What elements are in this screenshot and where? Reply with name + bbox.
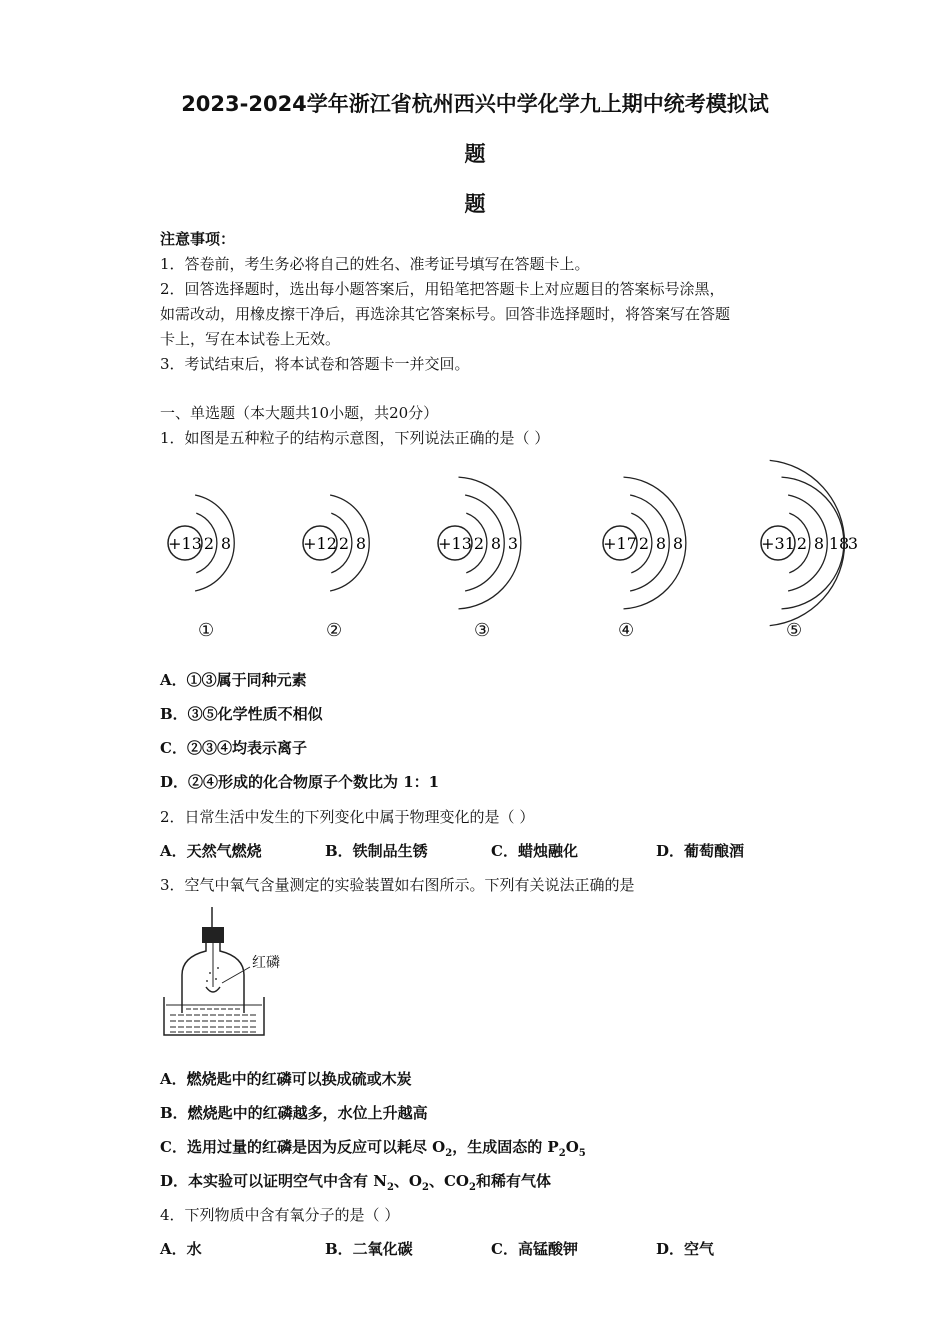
shell-electron-count: 8 <box>672 534 684 553</box>
particle-label: ⑤ <box>786 620 803 641</box>
shell-electron-count: 8 <box>813 534 825 553</box>
q4-option-a: A．水 <box>160 1240 202 1258</box>
q1-option-d: D．②④形成的化合物原子个数比为 1：1 <box>160 773 440 791</box>
shell-electron-count: 18 <box>828 534 850 553</box>
question-1-stem: 1．如图是五种粒子的结构示意图，下列说法正确的是（ ） <box>160 429 550 447</box>
q3-option-c: C．选用过量的红磷是因为反应可以耗尽 $O_2$，生成固态的 $P_2O_5$ <box>160 1138 586 1159</box>
shell-electron-count: 3 <box>507 534 519 553</box>
particle-diagram <box>603 477 686 609</box>
particle-structure-diagrams <box>150 455 890 655</box>
nucleus-charge: +13 <box>438 534 472 553</box>
shell-electron-count: 3 <box>847 534 859 553</box>
notice-item-2-cont2: 卡上，写在本试卷上无效。 <box>160 330 341 348</box>
particle-diagram <box>438 477 521 609</box>
q3-option-a: A．燃烧匙中的红磷可以换成硫或木炭 <box>160 1070 412 1088</box>
shell-electron-count: 8 <box>490 534 502 553</box>
shell-electron-count: 2 <box>338 534 350 553</box>
particle-label: ③ <box>474 620 491 641</box>
nucleus-charge: +13 <box>168 534 202 553</box>
question-3-stem: 3．空气中氧气含量测定的实验装置如右图所示。下列有关说法正确的是 <box>160 876 635 894</box>
page-subtitle: 题 <box>464 192 486 216</box>
q1-option-b: B．③⑤化学性质不相似 <box>160 705 323 723</box>
particle-diagram <box>303 495 369 591</box>
q1-option-a: A．①③属于同种元素 <box>160 671 307 689</box>
oxygen-experiment-apparatus <box>160 905 300 1040</box>
notice-item-1: 1．答卷前，考生务必将自己的姓名、准考证号填写在答题卡上。 <box>160 255 590 273</box>
notice-item-3: 3．考试结束后，将本试卷和答题卡一并交回。 <box>160 355 470 373</box>
shell-electron-count: 2 <box>473 534 485 553</box>
nucleus-charge: +12 <box>303 534 337 553</box>
shell-electron-count: 2 <box>638 534 650 553</box>
notice-item-2-cont: 如需改动，用橡皮擦干净后，再选涂其它答案标号。回答非选择题时，将答案写在答题 <box>160 305 731 323</box>
q3-option-d: D．本实验可以证明空气中含有 $N_2$、$O_2$、$CO_2$和稀有气体 <box>160 1172 551 1193</box>
red-phosphorus-label: 红磷 <box>252 955 280 971</box>
shell-electron-count: 8 <box>220 534 232 553</box>
q2-option-d: D．葡萄酿酒 <box>656 842 745 860</box>
q2-option-b: B．铁制品生锈 <box>325 842 428 860</box>
shell-electron-count: 2 <box>796 534 808 553</box>
q4-option-c: C．高锰酸钾 <box>491 1240 578 1258</box>
particle-label: ④ <box>618 620 635 641</box>
particle-label: ① <box>198 620 215 641</box>
question-2-stem: 2．日常生活中发生的下列变化中属于物理变化的是（ ） <box>160 808 535 826</box>
shell-electron-count: 2 <box>203 534 215 553</box>
shell-electron-count: 8 <box>655 534 667 553</box>
page-title: 2023-2024学年浙江省杭州西兴中学化学九上期中统考模拟试 <box>181 92 769 116</box>
q2-option-a: A．天然气燃烧 <box>160 842 262 860</box>
question-4-stem: 4．下列物质中含有氧分子的是（ ） <box>160 1206 400 1224</box>
q3-option-b: B．燃烧匙中的红磷越多，水位上升越高 <box>160 1104 428 1122</box>
q1-option-c: C．②③④均表示离子 <box>160 739 307 757</box>
particle-diagram <box>168 495 234 591</box>
particle-diagram <box>761 460 858 625</box>
nucleus-charge: +31 <box>761 534 795 553</box>
notice-item-2: 2．回答选择题时，选出每小题答案后，用铅笔把答题卡上对应题目的答案标号涂黑， <box>160 280 725 298</box>
notice-heading: 注意事项： <box>160 230 236 248</box>
q4-option-d: D．空气 <box>656 1240 715 1258</box>
q4-option-b: B．二氧化碳 <box>325 1240 413 1258</box>
nucleus-charge: +17 <box>603 534 637 553</box>
shell-electron-count: 8 <box>355 534 367 553</box>
q2-option-c: C．蜡烛融化 <box>491 842 578 860</box>
section-heading: 一、单选题（本大题共10小题，共20分） <box>160 404 439 422</box>
page-title-continued: 题 <box>464 142 486 166</box>
particle-label: ② <box>326 620 343 641</box>
